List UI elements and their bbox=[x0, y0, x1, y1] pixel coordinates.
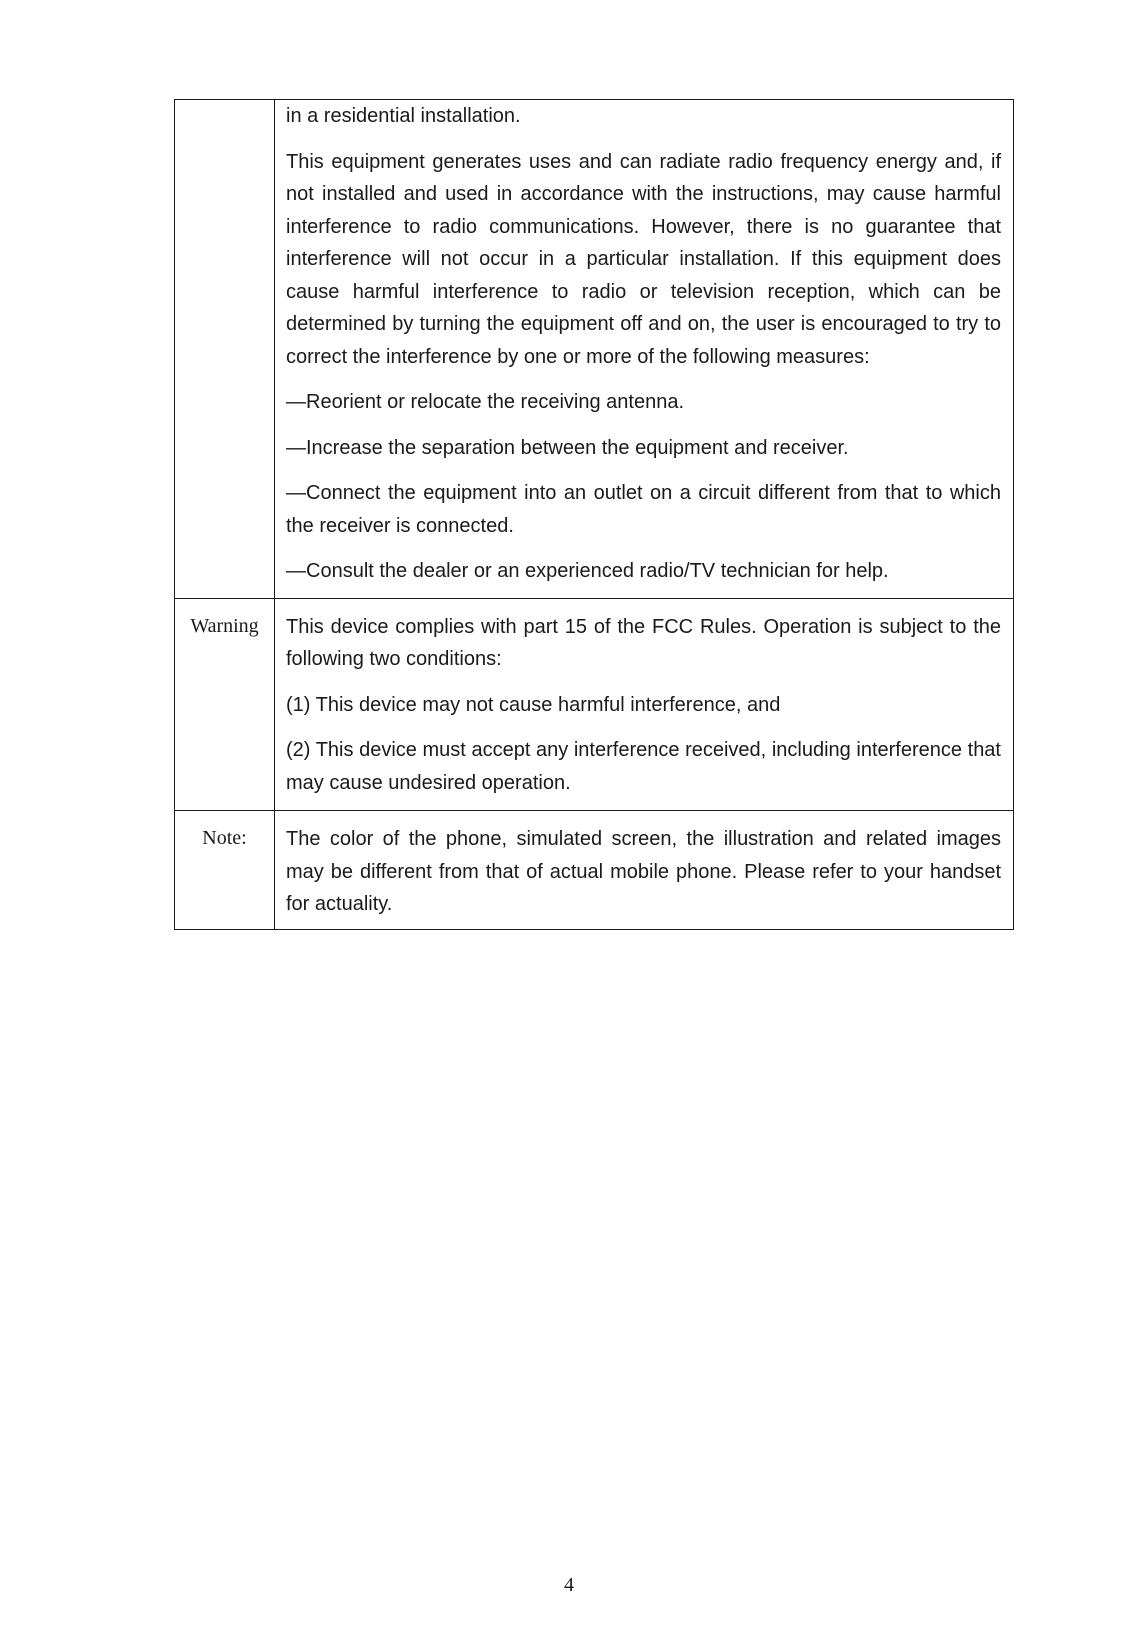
page-number: 4 bbox=[564, 1574, 574, 1596]
paragraph: This equipment generates uses and can radiate radio frequency energy and, if not installed and used in accordance with the instructions, may cause harmful interference to radio communications. However, there is no guarantee that interference will not occur in a particular installation. If this equipment does cause harmful interference to radio or television reception, which can be determined by turning the equipment off and on, the user is encouraged to try to correct the interference by one or more of the following measures: bbox=[286, 150, 1001, 368]
warning-label: Warning bbox=[175, 598, 275, 811]
fcc-notice-table bbox=[174, 99, 1014, 930]
measure-item: —Reorient or relocate the receiving antenna. bbox=[286, 391, 685, 413]
paragraph: in a residential installation. bbox=[286, 105, 521, 127]
paragraph: This device complies with part 15 of the FCC Rules. Operation is subject to the following two conditions: bbox=[286, 615, 1001, 670]
row-content bbox=[275, 811, 1014, 930]
row-label bbox=[175, 100, 275, 599]
row-content bbox=[275, 598, 1014, 811]
table-row-note bbox=[175, 811, 1014, 930]
table-row-warning bbox=[175, 598, 1014, 811]
measure-item: —Connect the equipment into an outlet on a circuit different from that to which the receiver is connected. bbox=[286, 482, 1001, 537]
measure-item: —Consult the dealer or an experienced radio/TV technician for help. bbox=[286, 560, 889, 582]
row-content bbox=[275, 100, 1014, 599]
table-row-interference bbox=[175, 100, 1014, 599]
condition-item: (1) This device may not cause harmful interference, and bbox=[286, 693, 781, 716]
note-label: Note: bbox=[175, 811, 275, 930]
paragraph: The color of the phone, simulated screen, the illustration and related images may be different from that of actual mobile phone. Please refer to your handset for actuality. bbox=[286, 828, 1001, 915]
measure-item: —Increase the separation between the equipment and receiver. bbox=[286, 436, 849, 459]
condition-item: (2) This device must accept any interference received, including interference that may cause undesired operation. bbox=[286, 739, 1001, 794]
